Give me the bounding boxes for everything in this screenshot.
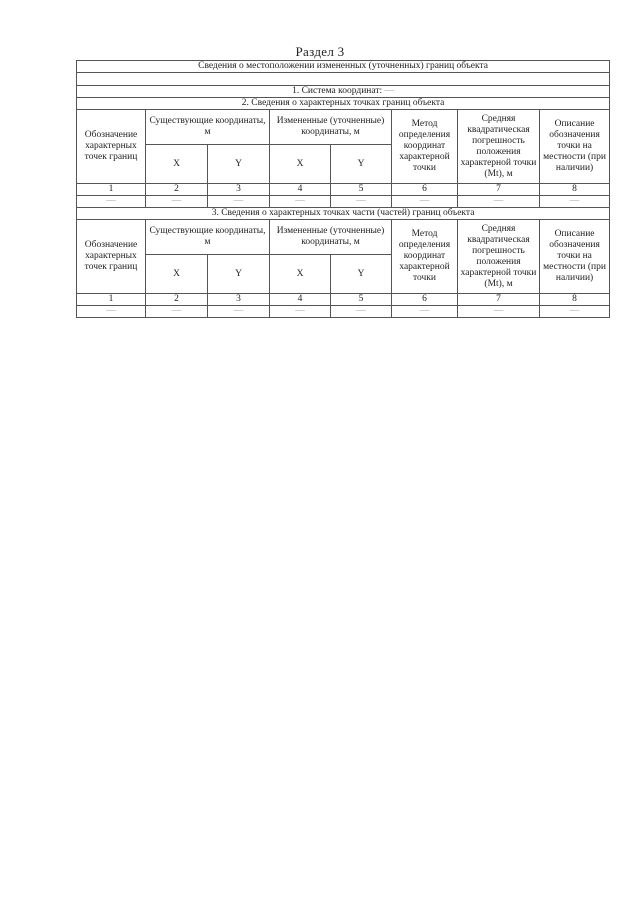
cell-value: — [208,306,270,318]
coord-system-label: 1. Система координат: [292,86,383,96]
header-y-existing: Y [208,255,270,294]
cell-value: — [458,196,540,208]
blank-row [77,73,610,86]
col-number: 5 [331,294,392,306]
col-number: 3 [208,184,270,196]
cell-value: — [270,306,331,318]
header-x-existing: X [146,145,208,184]
table-row [77,306,610,318]
header-error: Средняя квадратическая погрешность положения характерной точки (Mt), м [458,110,540,184]
col-number: 6 [392,294,458,306]
cell-value: — [458,306,540,318]
cell-value: — [331,306,392,318]
col-number: 5 [331,184,392,196]
cell-value: — [146,196,208,208]
col-number: 1 [77,294,146,306]
header-y-changed: Y [331,255,392,294]
header-y-changed: Y [331,145,392,184]
header-method: Метод определения координат характерной точки [392,220,458,294]
header-changed: Измененные (уточненные) координаты, м [270,110,392,145]
header-existing: Существующие координаты, м [146,220,270,255]
header-designation: Обозначение характерных точек границ [77,220,146,294]
cell-value: — [331,196,392,208]
col-number: 1 [77,184,146,196]
cell-value: — [540,196,610,208]
col-number: 4 [270,294,331,306]
col-number: 7 [458,184,540,196]
cell-value: — [270,196,331,208]
header-x-existing: X [146,255,208,294]
header-description: Описание обозначения точки на местности (при наличии) [540,110,610,184]
header-x-changed: X [270,255,331,294]
col-number: 4 [270,184,331,196]
col-number: 6 [392,184,458,196]
col-number: 2 [146,294,208,306]
cell-value: — [392,306,458,318]
document-table-container [76,60,609,318]
cell-value: — [146,306,208,318]
coord-system-value: — [384,86,395,96]
header-y-existing: Y [208,145,270,184]
header-changed: Измененные (уточненные) координаты, м [270,220,392,255]
block3-title: 3. Сведения о характерных точках части (частей) границ объекта [77,208,610,220]
cell-value: — [208,196,270,208]
header-designation: Обозначение характерных точек границ [77,110,146,184]
boundaries-table [76,60,610,318]
table-title: Сведения о местоположении измененных (уточненных) границ объекта [77,61,610,73]
header-description: Описание обозначения точки на местности (при наличии) [540,220,610,294]
header-x-changed: X [270,145,331,184]
col-number: 7 [458,294,540,306]
header-method: Метод определения координат характерной точки [392,110,458,184]
coord-system-row [77,86,610,98]
header-existing: Существующие координаты, м [146,110,270,145]
col-number: 2 [146,184,208,196]
col-number: 8 [540,294,610,306]
block2-title: 2. Сведения о характерных точках границ объекта [77,98,610,110]
table-row [77,196,610,208]
cell-value: — [77,196,146,208]
col-number: 3 [208,294,270,306]
header-error: Средняя квадратическая погрешность положения характерной точки (Mt), м [458,220,540,294]
page-title: Раздел 3 [295,44,345,59]
cell-value: — [540,306,610,318]
cell-value: — [392,196,458,208]
cell-value: — [77,306,146,318]
col-number: 8 [540,184,610,196]
